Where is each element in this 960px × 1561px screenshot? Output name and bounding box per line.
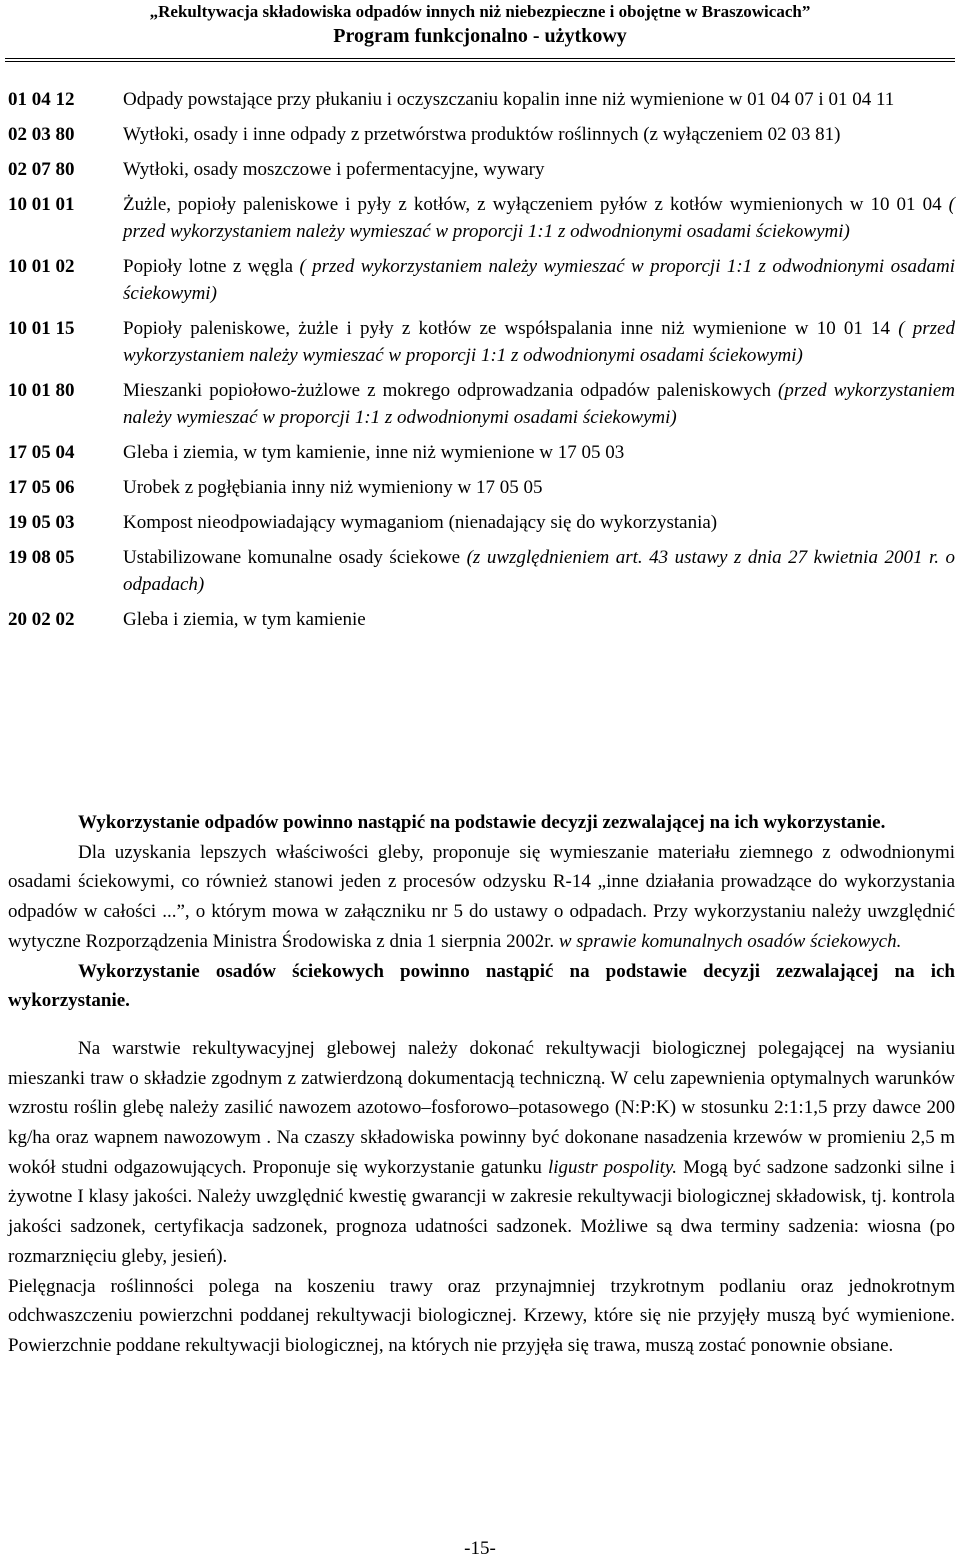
paragraph-vegetation-care: Pielęgnacja roślinności polega na koszeniu trawy oraz przynajmniej trzykrotnym podlaniu oraz jednokrotnym odchwaszczeniu powierzchni poddanej rekultywacji biologicznej. Krzewy, które się nie przyjęły muszą być wymienione. Powierzchnie poddane rekultywacji biologicznej, na których nie przyjęła się trawa, muszą zostać ponownie obsiane.	[8, 1275, 955, 1356]
waste-code: 10 01 80	[8, 380, 75, 401]
paragraph-decision-sludge: Wykorzystanie osadów ściekowych powinno nastąpić na podstawie decyzji zezwalającej na ich wykorzystanie.	[8, 960, 955, 1012]
waste-code: 19 05 03	[8, 512, 75, 533]
waste-description: Żużle, popioły paleniskowe i pyły z kotłów, z wyłączeniem pyłów z kotłów wymienionych w 10 01 04 ( przed wykorzystaniem należy wymieszać w proporcji 1:1 z odwodnionymi osadami ściekowymi)	[123, 194, 955, 242]
waste-code: 01 04 12	[8, 89, 75, 110]
waste-description: Kompost nieodpowiadający wymaganiom (nienadający się do wykorzystania)	[123, 512, 718, 533]
waste-code: 02 03 80	[8, 124, 75, 145]
document-subtitle: Program funkcjonalno - użytkowy	[333, 25, 627, 47]
waste-code: 17 05 04	[8, 442, 75, 463]
header-rule-bottom	[5, 61, 955, 62]
waste-description: Gleba i ziemia, w tym kamienie	[123, 609, 366, 630]
waste-code-row	[8, 377, 955, 431]
paragraph-decision-waste: Wykorzystanie odpadów powinno nastąpić na podstawie decyzji zezwalającej na ich wykorzystanie.	[78, 812, 886, 833]
waste-description: Mieszanki popiołowo-żużlowe z mokrego odprowadzania odpadów paleniskowych (przed wykorzystaniem należy wymieszać w proporcji 1:1 z odwodnionymi osadami ściekowymi)	[123, 380, 955, 428]
waste-code-row	[8, 191, 955, 245]
waste-code-row	[8, 544, 955, 598]
waste-description: Popioły lotne z węgla ( przed wykorzystaniem należy wymieszać w proporcji 1:1 z odwodnionymi osadami ściekowymi)	[123, 256, 955, 304]
waste-description: Gleba i ziemia, w tym kamienie, inne niż wymienione w 17 05 03	[123, 442, 625, 463]
waste-code: 10 01 02	[8, 256, 75, 277]
waste-description: Odpady powstające przy płukaniu i oczyszczaniu kopalin inne niż wymienione w 01 04 07 i 01 04 11	[123, 89, 895, 110]
waste-description: Popioły paleniskowe, żużle i pyły z kotłów ze współspalania inne niż wymienione w 10 01 14 ( przed wykorzystaniem należy wymieszać w proporcji 1:1 z odwodnionymi osadami ściekowymi)	[123, 318, 955, 366]
waste-code: 10 01 01	[8, 194, 75, 215]
waste-code: 02 07 80	[8, 159, 75, 180]
page-header	[0, 0, 960, 49]
waste-description: Wytłoki, osady moszczowe i pofermentacyjne, wywary	[123, 159, 545, 180]
waste-code-row	[8, 606, 955, 633]
waste-description: Urobek z pogłębiania inny niż wymieniony w 17 05 05	[123, 477, 543, 498]
waste-code-row	[8, 86, 955, 113]
waste-code: 10 01 15	[8, 318, 75, 339]
waste-description: Wytłoki, osady i inne odpady z przetwórstwa produktów roślinnych (z wyłączeniem 02 03 81)	[123, 124, 841, 145]
document-body	[8, 808, 955, 1361]
header-rule-top	[5, 58, 955, 59]
page-number: -15-	[464, 1538, 496, 1559]
waste-code-row	[8, 121, 955, 148]
waste-code-row	[8, 315, 955, 369]
waste-code: 20 02 02	[8, 609, 75, 630]
waste-code-row	[8, 509, 955, 536]
waste-code-list	[8, 86, 955, 641]
waste-code: 17 05 06	[8, 477, 75, 498]
paragraph-biological-reclamation: Na warstwie rekultywacyjnej glebowej należy dokonać rekultywacji biologicznej polegającej na wysianiu mieszanki traw o składzie zgodnym z zatwierdzoną dokumentacją techniczną. W celu zapewnienia optymalnych warunków wzrostu roślin glebę należy zasilić nawozem azotowo–fosforowo–potasowego (N:P:K) w stosunku 2:1:1,5 przy dawce 200 kg/ha oraz wapnem nawozowym . Na czaszy składowiska powinny być dokonane nasadzenia krzewów w promieniu 2,5 m wokół studni odgazowujących. Proponuje się wykorzystanie gatunku ligustr pospolity. Mogą być sadzone sadzonki silne i żywotne I klasy jakości. Należy uwzględnić kwestię gwarancji w zakresie rekultywacji biologicznej składowisk, tj. kontrola jakości sadzonek, certyfikacja sadzonek, prognoza udatności sadzonek. Możliwe są dwa terminy sadzenia: wiosna (po rozmarznięciu gleby, jesień).	[8, 1037, 955, 1267]
waste-code-row	[8, 474, 955, 501]
document-title: „Rekultywacja składowiska odpadów innych niż niebezpieczne i obojętne w Braszowicach”	[149, 2, 811, 21]
paragraph-soil-mixing: Dla uzyskania lepszych właściwości gleby, proponuje się wymieszanie materiału ziemnego z odwodnionymi osadami ściekowymi, co również stanowi jeden z procesów odzysku R-14 „inne działania prowadzące do wykorzystania odpadów w całości ...”, o którym mowa w załączniku nr 5 do ustawy o odpadach. Przy wykorzystaniu należy uwzględnić wytyczne Rozporządzenia Ministra Środowiska z dnia 1 sierpnia 2002r. w sprawie komunalnych osadów ściekowych.	[8, 841, 955, 952]
waste-description: Ustabilizowane komunalne osady ściekowe (z uwzględnieniem art. 43 ustawy z dnia 27 kwietnia 2001 r. o odpadach)	[123, 547, 955, 595]
waste-code-row	[8, 439, 955, 466]
waste-code-row	[8, 253, 955, 307]
waste-code: 19 08 05	[8, 547, 75, 568]
waste-code-row	[8, 156, 955, 183]
